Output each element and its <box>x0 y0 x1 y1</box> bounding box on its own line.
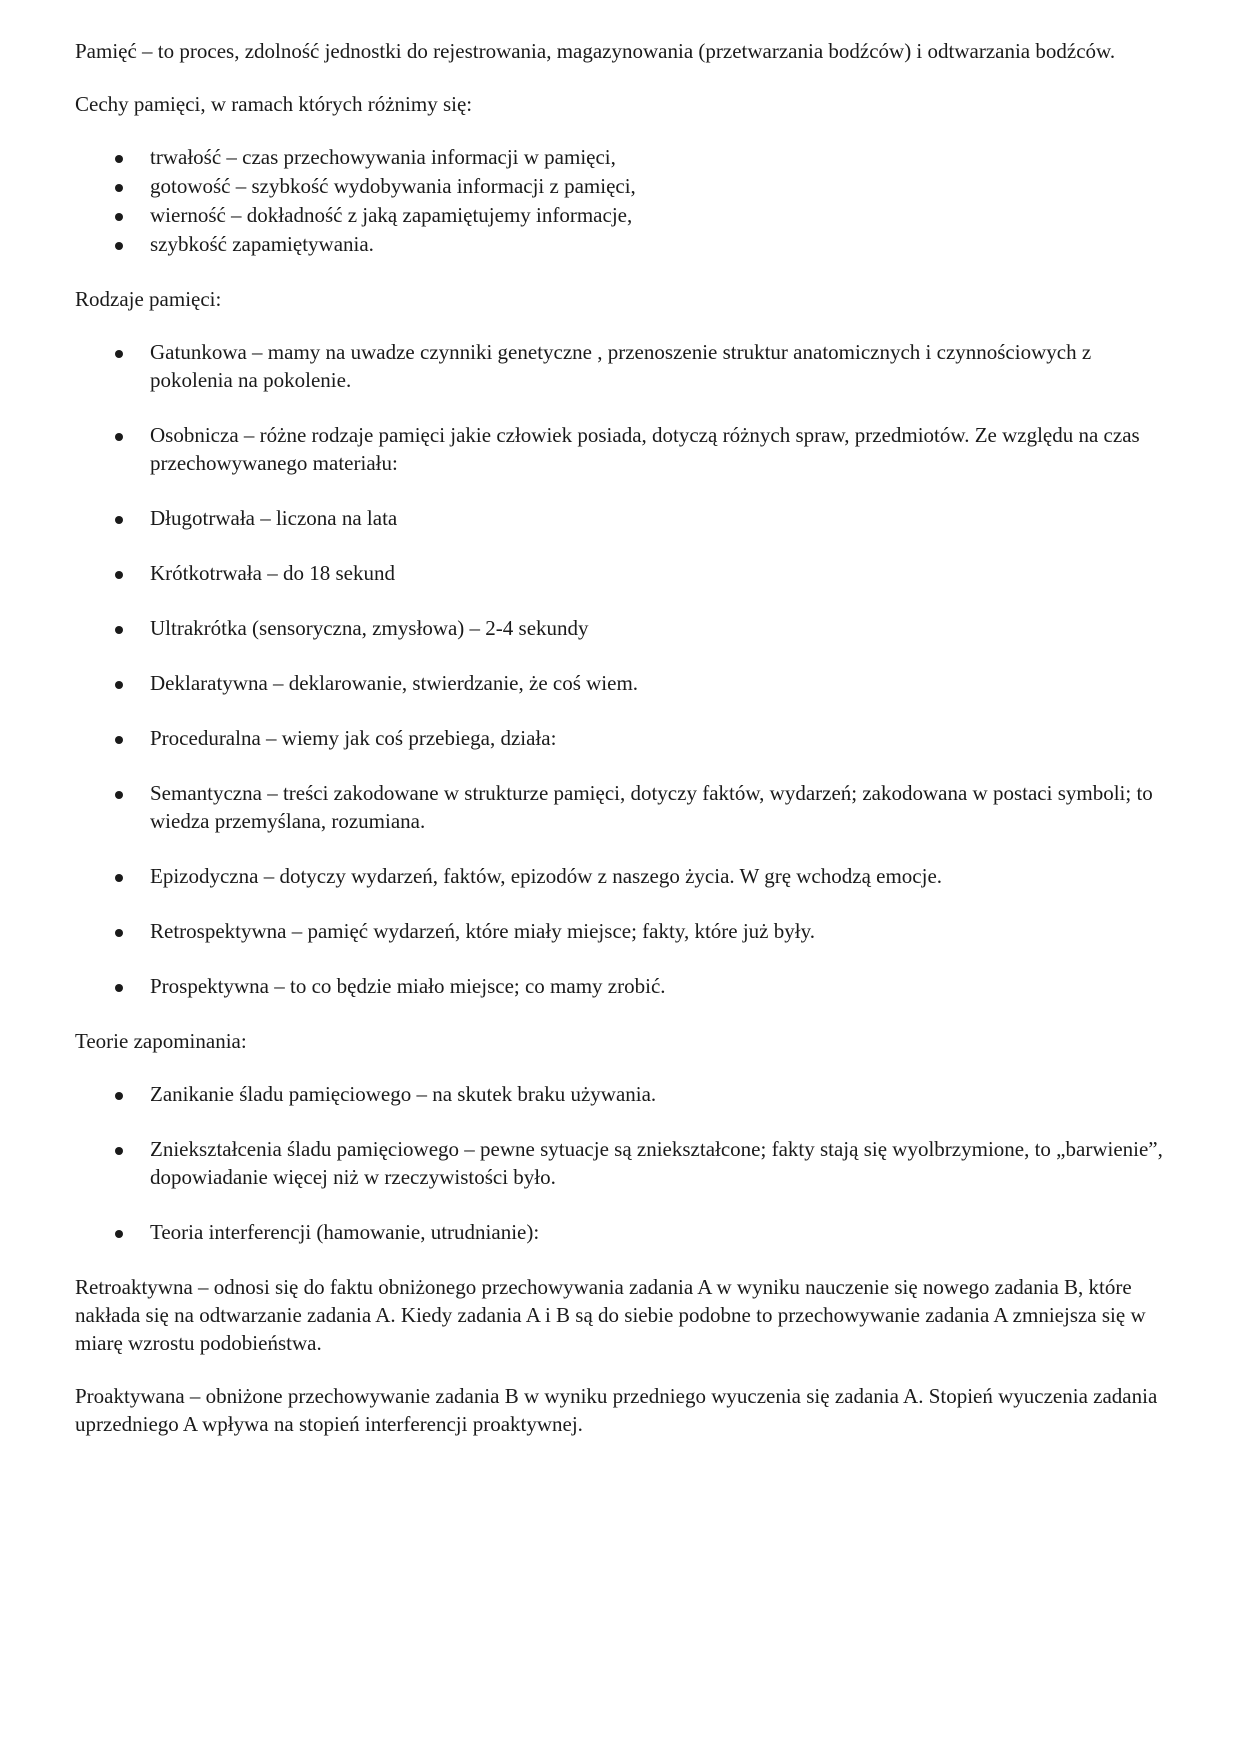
features-list <box>75 143 1165 258</box>
bullet-icon <box>115 681 123 689</box>
bullet-icon <box>115 516 123 524</box>
definition-paragraph: Pamięć – to proces, zdolność jednostki do rejestrowania, magazynowania (przetwarzania bodźców) i odtwarzania bodźców. <box>75 39 1116 63</box>
bullet-icon <box>115 242 123 250</box>
types-list <box>75 338 1165 1000</box>
bullet-icon <box>115 433 123 441</box>
retroactive-paragraph: Retroaktywna – odnosi się do faktu obniżonego przechowywania zadania A w wyniku nauczenie się nowego zadania B, które nakłada się na odtwarzanie zadania A. Kiedy zadania A i B są do siebie podobne to przechowywanie zadania A zmniejsza się w miarę wzrostu podobieństwa. <box>75 1275 1146 1355</box>
list-item: Ultrakrótka (sensoryczna, zmysłowa) – 2-4 sekundy <box>75 614 1165 642</box>
bullet-icon <box>115 350 123 358</box>
list-item: Długotrwała – liczona na lata <box>75 504 1165 532</box>
bullet-icon <box>115 791 123 799</box>
bullet-icon <box>115 571 123 579</box>
bullet-icon <box>115 626 123 634</box>
document-page <box>75 37 1165 1463</box>
list-item: Teoria interferencji (hamowanie, utrudnianie): <box>75 1218 1165 1246</box>
bullet-icon <box>115 984 123 992</box>
bullet-icon <box>115 1092 123 1100</box>
list-item: gotowość – szybkość wydobywania informacji z pamięci, <box>75 172 1165 200</box>
list-item: Gatunkowa – mamy na uwadze czynniki genetyczne , przenoszenie struktur anatomicznych i czynnościowych z pokolenia na pokolenie. <box>75 338 1165 394</box>
list-item: Prospektywna – to co będzie miało miejsce; co mamy zrobić. <box>75 972 1165 1000</box>
list-item: Osobnicza – różne rodzaje pamięci jakie człowiek posiada, dotyczą różnych spraw, przedmiotów. Ze względu na czas przechowywanego materiału: <box>75 421 1165 477</box>
bullet-icon <box>115 736 123 744</box>
proactive-paragraph: Proaktywana – obniżone przechowywanie zadania B w wyniku przedniego wyuczenia się zadania A. Stopień wyuczenia zadania uprzedniego A wpływa na stopień interferencji proaktywnej. <box>75 1384 1158 1436</box>
bullet-icon <box>115 213 123 221</box>
types-heading: Rodzaje pamięci: <box>75 287 222 311</box>
theories-heading: Teorie zapominania: <box>75 1029 247 1053</box>
list-item: Epizodyczna – dotyczy wydarzeń, faktów, epizodów z naszego życia. W grę wchodzą emocje. <box>75 862 1165 890</box>
features-heading: Cechy pamięci, w ramach których różnimy się: <box>75 92 473 116</box>
list-item: Semantyczna – treści zakodowane w strukturze pamięci, dotyczy faktów, wydarzeń; zakodowana w postaci symboli; to wiedza przemyślana, rozumiana. <box>75 779 1165 835</box>
list-item: trwałość – czas przechowywania informacji w pamięci, <box>75 143 1165 171</box>
list-item: szybkość zapamiętywania. <box>75 230 1165 258</box>
bullet-icon <box>115 929 123 937</box>
list-item: Deklaratywna – deklarowanie, stwierdzanie, że coś wiem. <box>75 669 1165 697</box>
list-item: Retrospektywna – pamięć wydarzeń, które miały miejsce; fakty, które już były. <box>75 917 1165 945</box>
list-item: wierność – dokładność z jaką zapamiętujemy informacje, <box>75 201 1165 229</box>
list-item: Krótkotrwała – do 18 sekund <box>75 559 1165 587</box>
list-item: Zniekształcenia śladu pamięciowego – pewne sytuacje są zniekształcone; fakty stają się wyolbrzymione, to „barwienie”, dopowiadanie więcej niż w rzeczywistości było. <box>75 1135 1165 1191</box>
list-item: Zanikanie śladu pamięciowego – na skutek braku używania. <box>75 1080 1165 1108</box>
theories-list <box>75 1080 1165 1246</box>
bullet-icon <box>115 874 123 882</box>
bullet-icon <box>115 1230 123 1238</box>
bullet-icon <box>115 184 123 192</box>
bullet-icon <box>115 1147 123 1155</box>
list-item: Proceduralna – wiemy jak coś przebiega, działa: <box>75 724 1165 752</box>
bullet-icon <box>115 155 123 163</box>
